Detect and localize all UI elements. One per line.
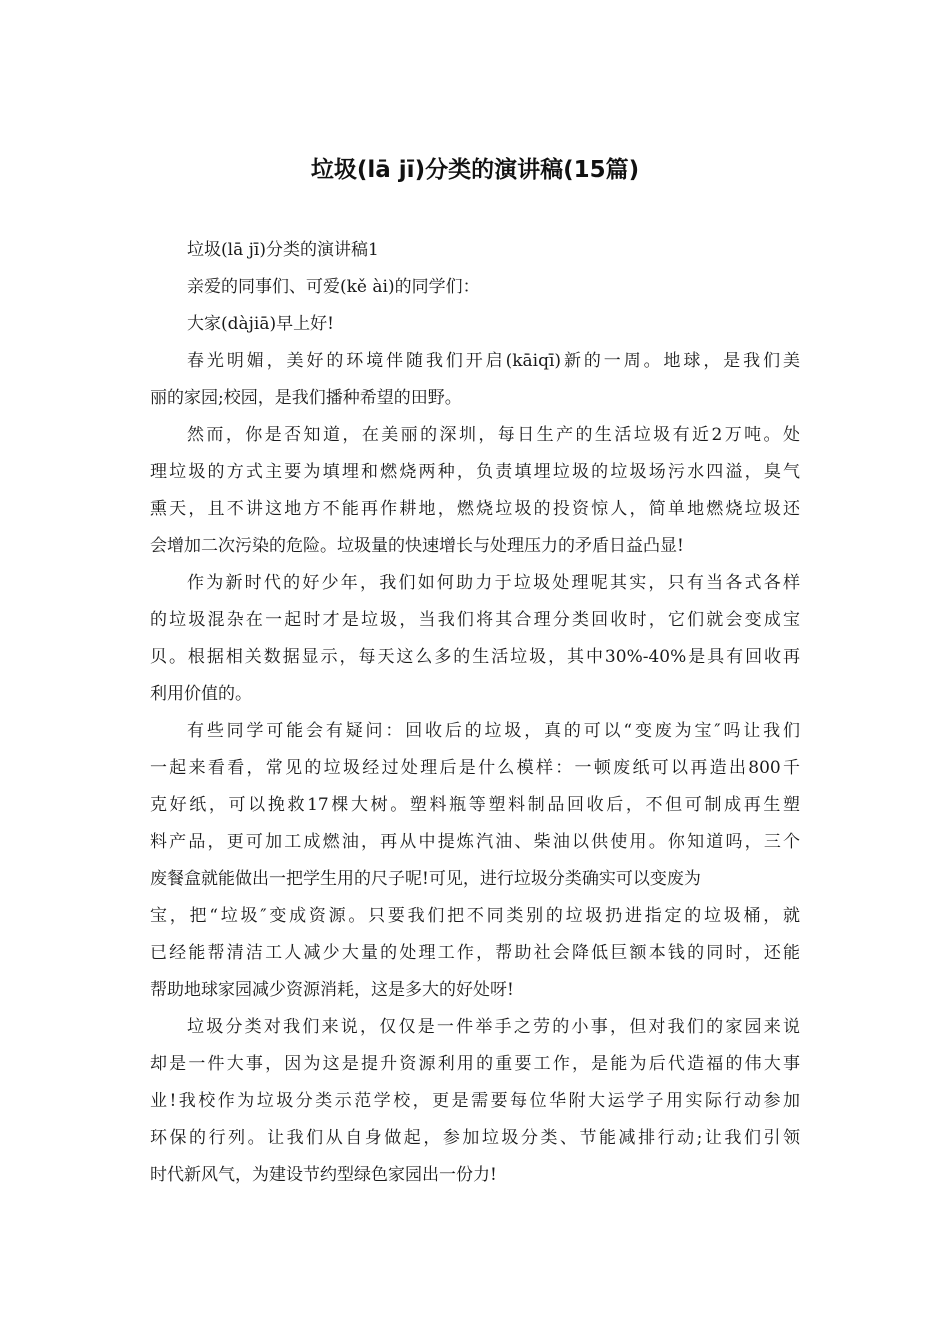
text-line: 丽的家园;校园，是我们播种希望的田野。 xyxy=(150,388,462,408)
text-line: 业!我校作为垃圾分类示范学校，更是需要每位华附大运学子用实际行动参加 xyxy=(150,1091,800,1111)
text-line: 垃圾(lā jī)分类的演讲稿1 xyxy=(187,240,379,260)
text-line: 废餐盒就能做出一把学生用的尺子呢!可见，进行垃圾分类确实可以变废为 xyxy=(150,869,701,889)
text-line: 已经能帮清洁工人减少大量的处理工作，帮助社会降低巨额本钱的同时，还能 xyxy=(150,943,800,963)
text-line: 却是一件大事，因为这是提升资源利用的重要工作，是能为后代造福的伟大事 xyxy=(150,1054,800,1074)
text-line: 环保的行列。让我们从自身做起，参加垃圾分类、节能减排行动;让我们引领 xyxy=(150,1128,800,1148)
text-line: 有些同学可能会有疑问：回收后的垃圾，真的可以“变废为宝″吗让我们 xyxy=(187,721,800,741)
text-line: 帮助地球家园减少资源消耗，这是多大的好处呀! xyxy=(150,980,514,1000)
text-line: 利用价值的。 xyxy=(150,684,252,704)
text-line: 贝。根据相关数据显示，每天这么多的生活垃圾，其中30%-40%是具有回收再 xyxy=(150,647,800,667)
text-line: 会增加二次污染的危险。垃圾量的快速增长与处理压力的矛盾日益凸显! xyxy=(150,536,684,556)
document-title: 垃圾(lā jī)分类的演讲稿(15篇) xyxy=(310,157,640,183)
text-line: 时代新风气，为建设节约型绿色家园出一份力! xyxy=(150,1165,497,1185)
text-line: 春光明媚，美好的环境伴随我们开启(kāiqī)新的一周。地球，是我们美 xyxy=(187,351,800,371)
text-line: 克好纸，可以挽救17棵大树。塑料瓶等塑料制品回收后，不但可制成再生塑 xyxy=(150,795,800,815)
text-line: 的垃圾混杂在一起时才是垃圾，当我们将其合理分类回收时，它们就会变成宝 xyxy=(150,610,800,630)
text-line: 料产品，更可加工成燃油，再从中提炼汽油、柴油以供使用。你知道吗，三个 xyxy=(150,832,800,852)
text-line: 然而，你是否知道，在美丽的深圳，每日生产的生活垃圾有近2万吨。处 xyxy=(187,425,800,445)
text-line: 一起来看看，常见的垃圾经过处理后是什么模样：一顿废纸可以再造出800千 xyxy=(150,758,800,778)
text-line: 大家(dàjiā)早上好! xyxy=(187,314,334,334)
text-line: 亲爱的同事们、可爱(kě ài)的同学们： xyxy=(187,277,480,297)
text-line: 作为新时代的好少年，我们如何助力于垃圾处理呢其实，只有当各式各样 xyxy=(187,573,800,593)
text-line: 理垃圾的方式主要为填埋和燃烧两种，负责填埋垃圾的垃圾场污水四溢，臭气 xyxy=(150,462,800,482)
document-body xyxy=(150,232,800,1194)
text-line: 熏天，且不讲这地方不能再作耕地，燃烧垃圾的投资惊人，简单地燃烧垃圾还 xyxy=(150,499,800,519)
text-line: 垃圾分类对我们来说，仅仅是一件举手之劳的小事，但对我们的家园来说 xyxy=(187,1017,800,1037)
text-line: 宝，把“垃圾″变成资源。只要我们把不同类别的垃圾扔进指定的垃圾桶，就 xyxy=(150,906,800,926)
